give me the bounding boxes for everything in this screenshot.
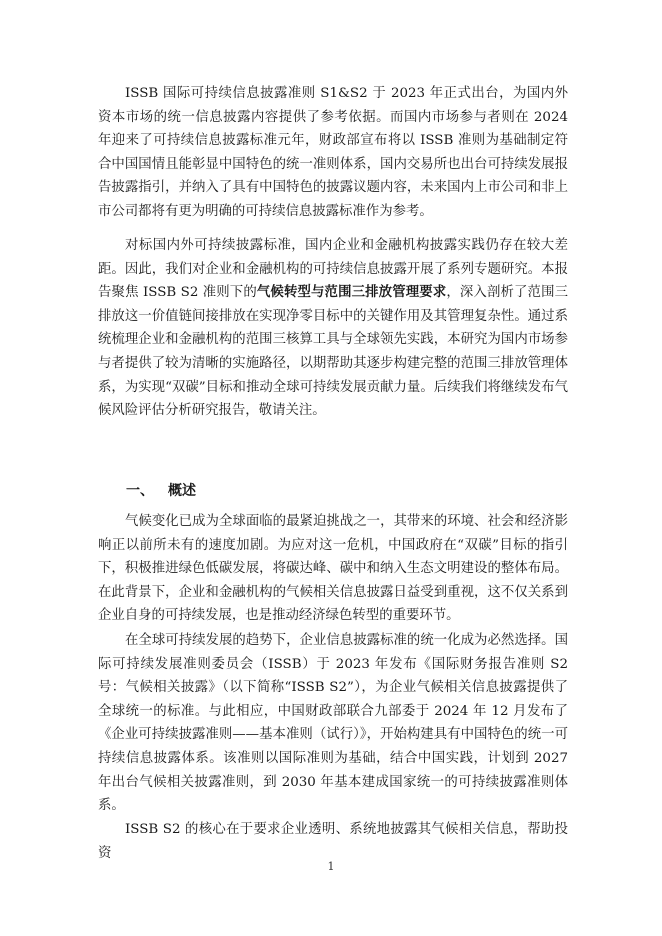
section-paragraph-1: 气候变化已成为全球面临的最紧迫挑战之一，其带来的环境、社会和经济影响正以前所未有的速度加剧。为应对这一危机，中国政府在“双碳”目标的指引下，积极推进绿色低碳发展，将碳达峰、碳中和纳入生态文明建设的整体布局。在此背景下，企业和金融机构的气候相关信息披露日益受到重视，这不仅关系到企业自身的可持续发展，也是推动经济绿色转型的重要环节。 — [98, 514, 568, 624]
section-paragraph-2: 在全球可持续发展的趋势下，企业信息披露标准的统一化成为必然选择。国际可持续发展准则委员会（ISSB）于 2023 年发布《国际财务报告准则 S2 号：气候相关披露》（以下简称“ISSB S2”），为企业气候相关信息披露提供了全球统一的标准。与此相应，中国财政部联合九部委于 2024 年 12 月发布了《企业可持续披露准则——基本准则（试行）》，开始构建具有中国特色的统一可持续信息披露体系。该准则以国际准则为基础，结合中国实践，计划到 2027 年出台气候相关披露准则，到 2030 年基本建成国家统一的可持续披露准则体系。 — [98, 633, 568, 814]
intro-paragraph-2 — [98, 234, 568, 423]
section-heading — [126, 480, 196, 502]
intro-paragraph-2-text-b: ，深入剖析了范围三排放这一价值链间接排放在实现净零目标中的关键作用及其管理复杂性。通过系统梳理企业和金融机构的范围三核算工具与全球领先实践，本研究为国内市场参与者提供了较为清晰的实施路径，以期帮助其逐步构建完整的范围三排放管理体系，为实现“双碳”目标和推动全球可持续发展贡献力量。后续我们将继续发布气候风险评估分析研究报告，敬请关注。 — [98, 285, 569, 419]
page-number: 1 — [327, 860, 335, 873]
intro-paragraph-1: ISSB 国际可持续信息披露准则 S1&S2 于 2023 年正式出台，为国内外资本市场的统一信息披露内容提供了参考依据。而国内市场参与者则在 2024 年迎来了可持续信息披露标准元年，财政部宣布将以 ISSB 准则为基础制定符合中国国情且能彰显中国特色的统一准则体系，国内交易所也出台可持续发展报告披露指引，并纳入了具有中国特色的披露议题内容，未来国内上市公司和非上市公司都将有更为明确的可持续信息披露标准作为参考。 — [98, 86, 568, 219]
section-number: 一、 — [126, 483, 154, 499]
section-title: 概述 — [168, 483, 196, 499]
intro-paragraph-2-emphasis: 气候转型与范围三排放管理要求 — [256, 284, 447, 301]
section-paragraph-3: ISSB S2 的核心在于要求企业透明、系统地披露其气候相关信息，帮助投资 — [98, 822, 568, 861]
intro-paragraph-2-text-a: 对标国内外可持续披露标准，国内企业和金融机构披露实践仍存在较大差距。因此，我们对企业和金融机构的可持续信息披露开展了系列专题研究。本报告聚焦 ISSB S2 准则下的 — [98, 238, 568, 301]
